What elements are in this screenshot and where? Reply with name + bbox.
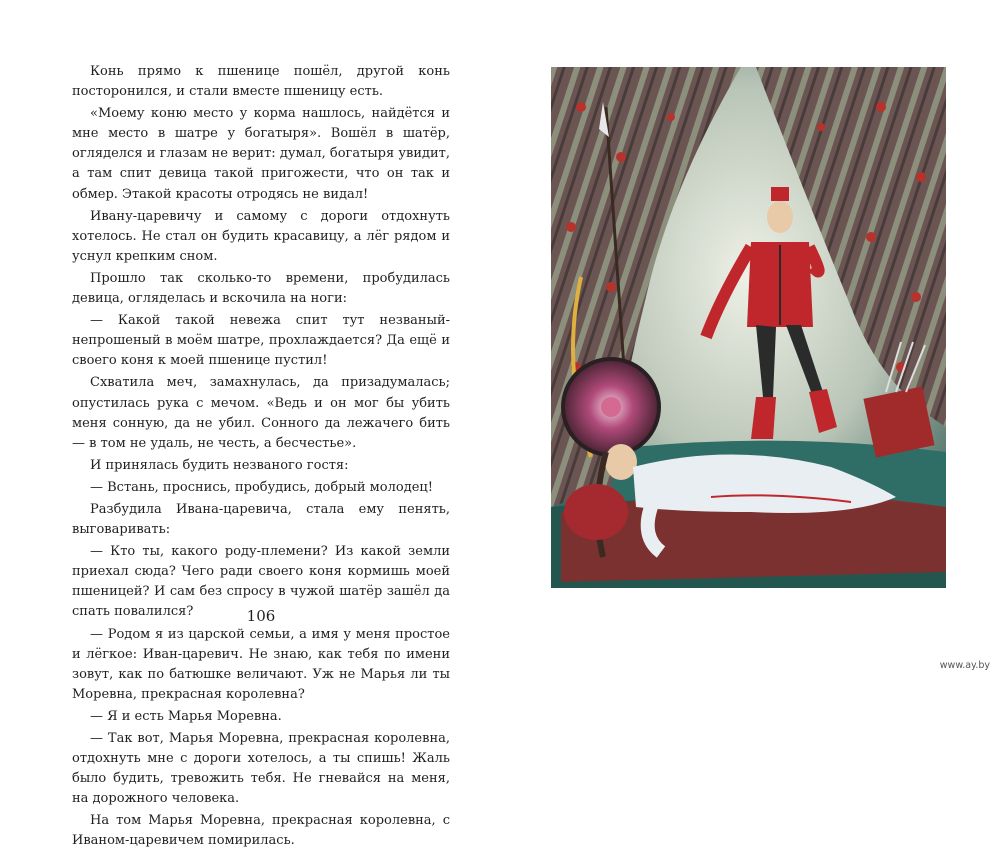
paragraph: Ивану-царевичу и самому с дороги отдохнуть хотелось. Не стал он будить красавицу, а лёг рядом и уснул крепким сном. [72, 208, 450, 264]
paragraph: — Встань, проснись, пробудись, добрый молодец! [90, 479, 433, 495]
shield [563, 359, 659, 455]
text-page [72, 62, 450, 854]
paragraph: На том Марья Моревна, прекрасная королевна, с Иваном-царевичем помирилась. [72, 813, 450, 849]
paragraph: Конь прямо к пшенице пошёл, другой конь посторонился, и стали вместе пшеницу есть. [72, 64, 450, 100]
paragraph: — Так вот, Марья Моревна, прекрасная королевна, отдохнуть мне с дороги хотелось, а ты спишь! Жаль было будить, тревожить тебя. Не гневайся на меня, на дорожного человека. [72, 731, 450, 807]
paragraph: Схватила меч, замахнулась, да призадумалась; опустилась рука с мечом. «Ведь и он мог бы убить меня сонную, да не убил. Сонного да лежачего бить — в том не удаль, не честь, а бесчестье». [72, 375, 450, 451]
watermark: www.ay.by [939, 660, 990, 671]
paragraph: Разбудила Ивана-царевича, стала ему пенять, выговаривать: [72, 501, 450, 538]
page-number: 106 [246, 607, 276, 625]
illustration [551, 67, 946, 588]
illustration-art [551, 67, 946, 588]
paragraph: — Кто ты, какого роду-племени? Из какой земли приехал сюда? Чего ради своего коня кормишь моей пшеницей? И сам без спросу в чужой шатёр зашёл да спать повалился? [72, 544, 450, 620]
paragraph: «Моему коню место у корма нашлось, найдётся и мне место в шатре у богатыря». Вошёл в шатёр, огляделся и глазам не верит: думал, богатыря увидит, а там спит девица такой пригожести, что он так и обмер. Этакой красоты отродясь не видал! [72, 106, 450, 202]
pillow [564, 484, 628, 540]
paragraph: Прошло так сколько-то времени, пробудилась девица, огляделась и вскочила на ноги: [72, 270, 450, 307]
paragraph: И принялась будить незваного гостя: [90, 457, 349, 473]
paragraph: — Родом я из царской семьи, а имя у меня простое и лёгкое: Иван-царевич. Не знаю, как тебя по имени зовут, как по батюшке величают. Уж не Марья ли ты Моревна, прекрасная королевна? [72, 626, 450, 702]
paragraph: — Какой такой невежа спит тут незваный-непрошеный в моём шатре, прохлаждается? Да ещё и своего коня к моей пшенице пустил! [72, 313, 450, 369]
paragraph: — Я и есть Марья Моревна. [90, 708, 282, 724]
